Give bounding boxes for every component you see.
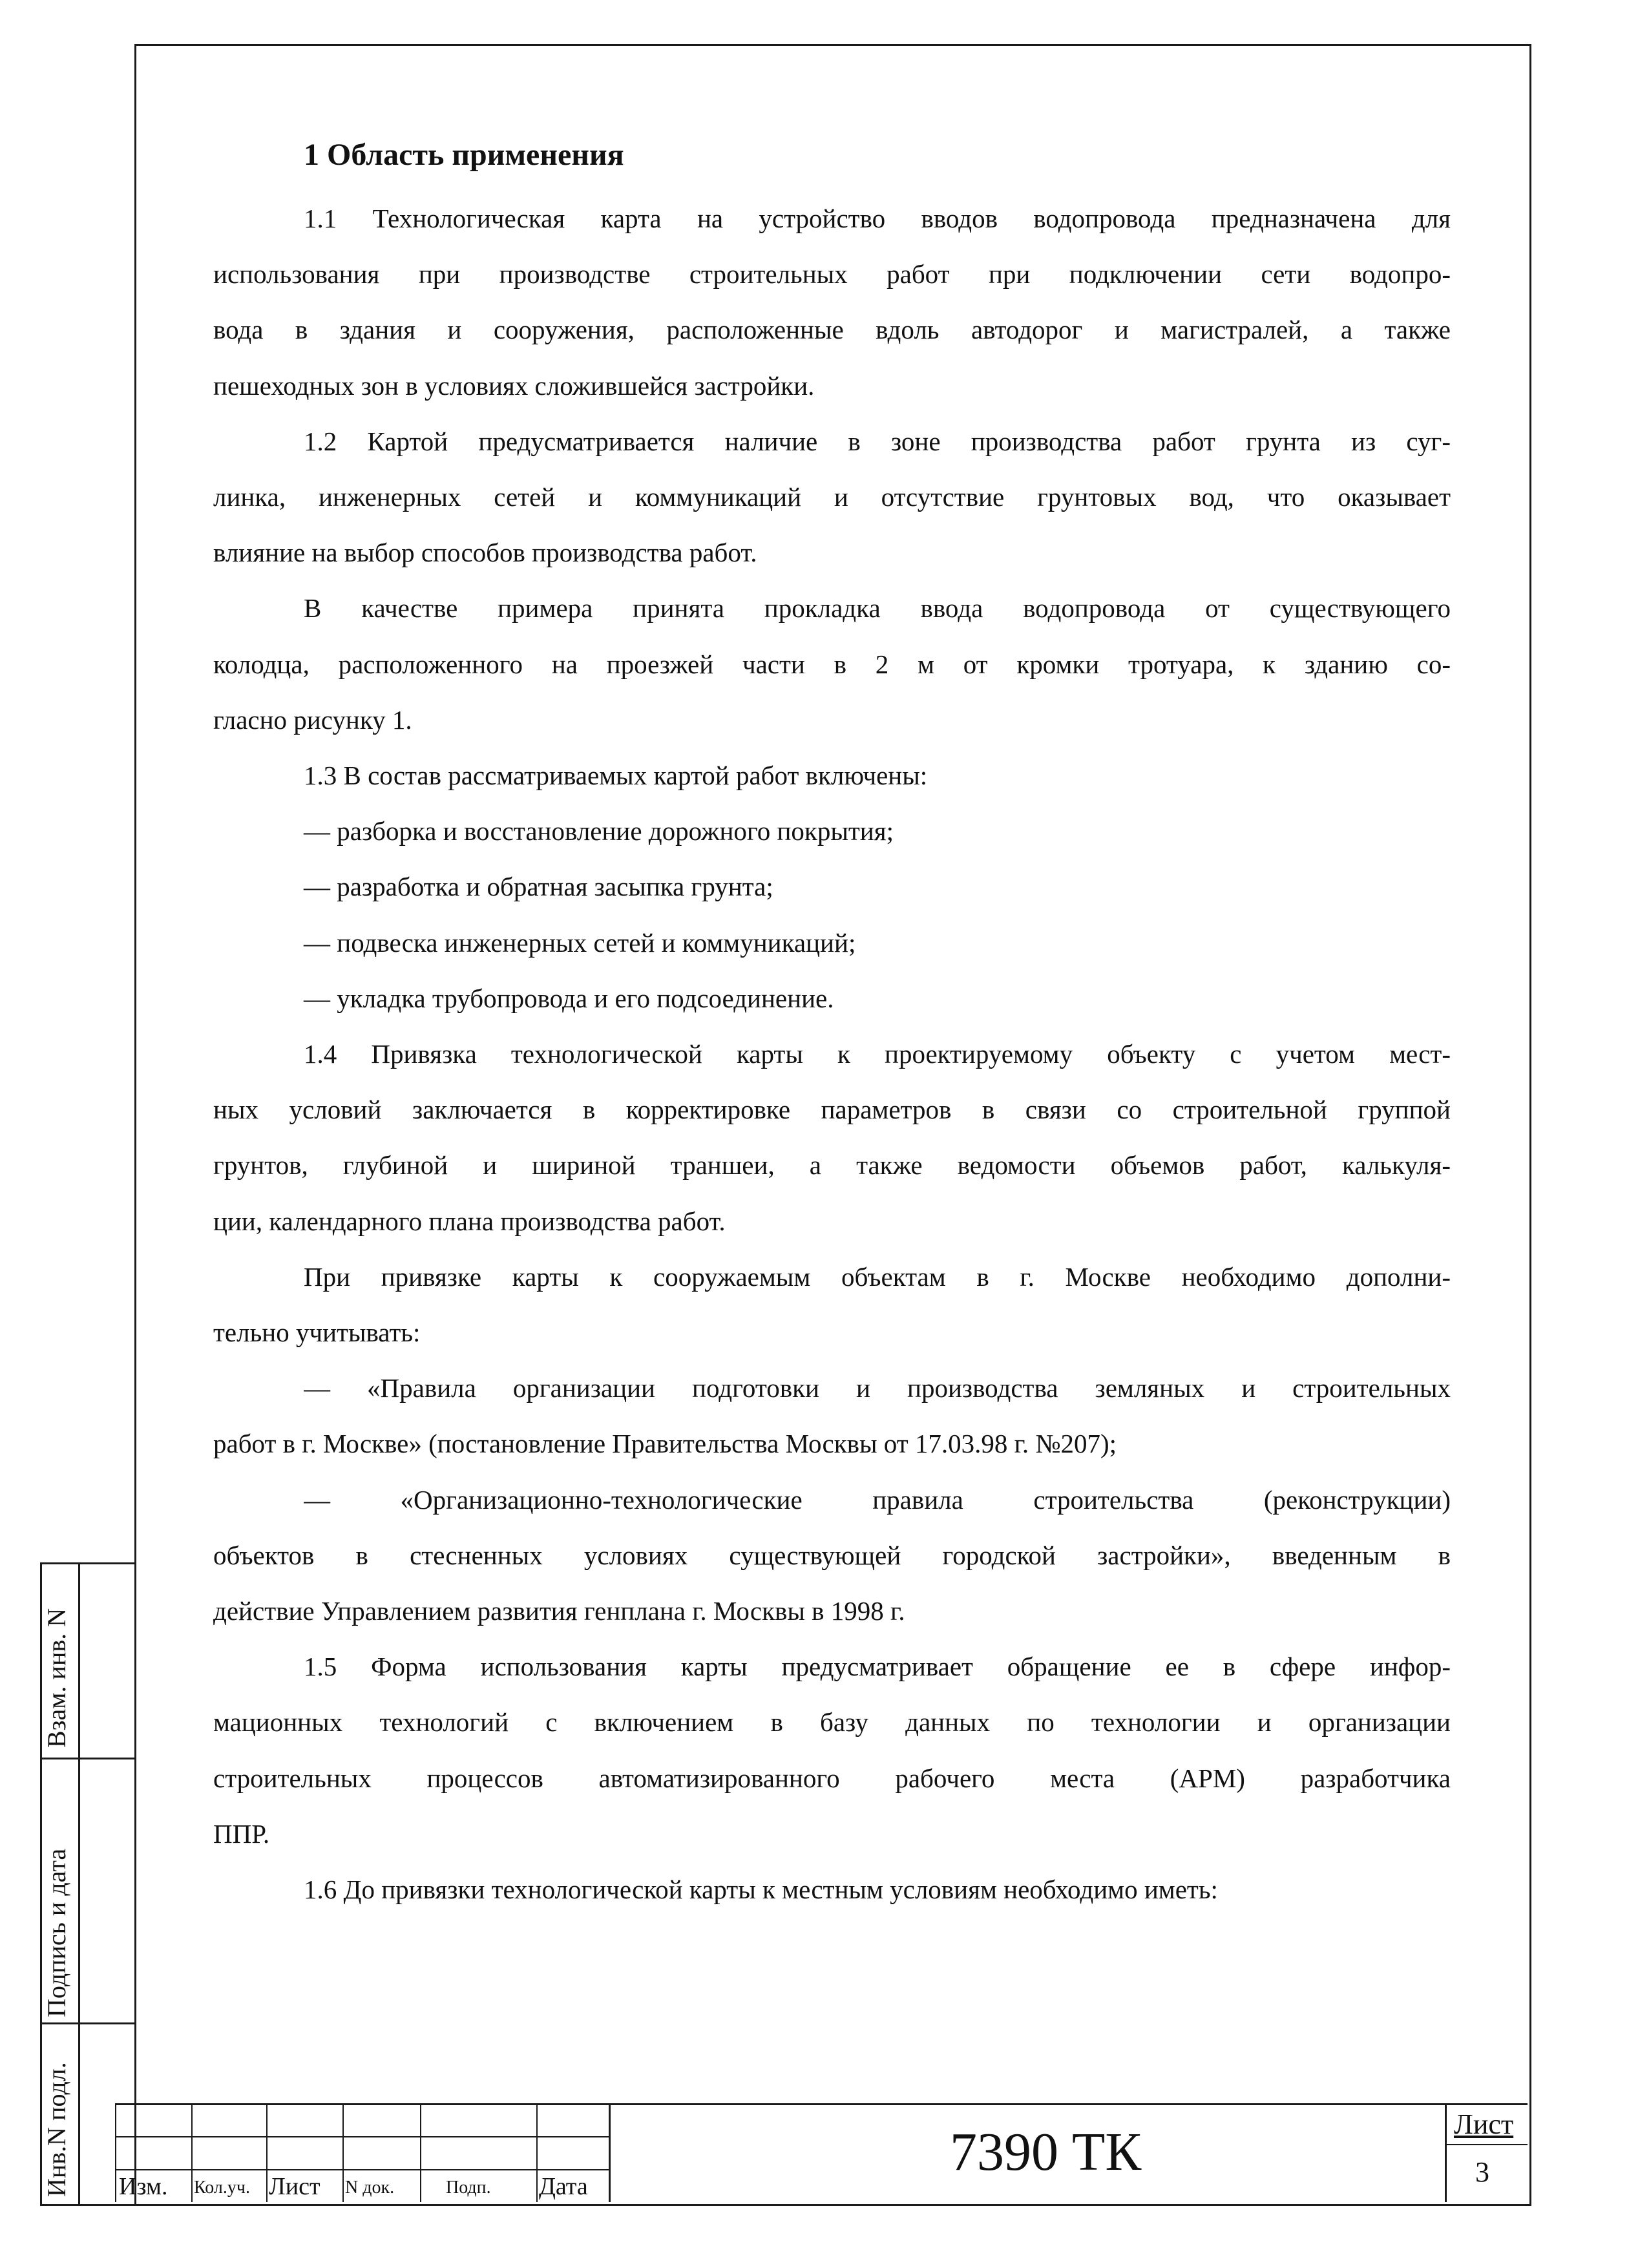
title-block-line: [342, 2103, 344, 2202]
title-block-line: [536, 2103, 538, 2202]
title-block-line: [420, 2103, 421, 2202]
body-line: строительных процессов автоматизированного рабочего места (АРМ) разработчика: [213, 1765, 1451, 1793]
body-line: линка, инженерных сетей и коммуникаций и отсутствие грунтовых вод, что оказывает: [213, 484, 1451, 512]
body-line: — укладка трубопровода и его подсоединение.: [304, 983, 834, 1013]
body-line: — «Правила организации подготовки и производства земляных и строительных: [304, 1375, 1451, 1403]
document-code: 7390 ТК: [950, 2122, 1142, 2182]
body-line: работ в г. Москве» (постановление Правительства Москвы от 17.03.98 г. №207);: [213, 1429, 1117, 1458]
body-line: ции, календарного плана производства работ.: [213, 1206, 726, 1236]
title-block-line: [115, 2103, 1528, 2105]
body-line: В качестве примера принята прокладка ввода водопровода от существующего: [304, 595, 1451, 623]
side-stamp-line: [40, 1758, 134, 1759]
title-block-podp: Подп.: [446, 2178, 491, 2198]
side-stamp-inner-column: [76, 1562, 134, 2206]
body-line: — «Организационно-технологические правила строительства (реконструкции): [304, 1487, 1451, 1515]
side-stamp-inv-podl: Инв.N подл.: [42, 2062, 71, 2197]
sheet-label: Лист: [1454, 2108, 1514, 2140]
title-block-line: [115, 2169, 609, 2170]
body-line: 1.5 Форма использования карты предусматривает обращение ее в сфере инфор-: [304, 1654, 1451, 1681]
title-block-line: [115, 2103, 116, 2202]
body-line: ППР.: [213, 1819, 270, 1849]
body-line: 1.4 Привязка технологической карты к проектируемому объекту с учетом мест-: [304, 1041, 1451, 1069]
body-line: — разработка и обратная засыпка грунта;: [304, 872, 773, 901]
body-line: грунтов, глубиной и шириной траншеи, а также ведомости объемов работ, калькуля-: [213, 1152, 1451, 1180]
title-block-n-dok: N док.: [345, 2178, 395, 2198]
side-stamp-line: [40, 2022, 134, 2024]
body-line: мационных технологий с включением в базу данных по технологии и организации: [213, 1709, 1451, 1737]
body-line: тельно учитывать:: [213, 1318, 421, 1347]
title-block-line: [191, 2103, 193, 2202]
body-line: действие Управлением развития генплана г. Москвы в 1998 г.: [213, 1596, 905, 1626]
body-line: 1.2 Картой предусматривается наличие в зоне производства работ грунта из суг-: [304, 428, 1451, 456]
title-block-line: [115, 2136, 609, 2137]
side-stamp-podpis-data: Подпись и дата: [42, 1848, 71, 2017]
body-line: гласно рисунку 1.: [213, 705, 412, 735]
body-line: вода в здания и сооружения, расположенные вдоль автодорог и магистралей, а также: [213, 317, 1451, 344]
body-line: ных условий заключается в корректировке параметров в связи со строительной группой: [213, 1097, 1451, 1124]
side-stamp-vzam-inv: Взам. инв. N: [42, 1608, 71, 1748]
body-line: 1.6 До привязки технологической карты к местным условиям необходимо иметь:: [304, 1874, 1218, 1904]
body-line: При привязке карты к сооружаемым объектам в г. Москве необходимо дополни-: [304, 1264, 1451, 1292]
body-line: влияние на выбор способов производства работ.: [213, 538, 757, 567]
body-line: использования при производстве строительных работ при подключении сети водопро-: [213, 261, 1451, 289]
title-block-line: [609, 2103, 611, 2202]
body-line: — разборка и восстановление дорожного покрытия;: [304, 816, 894, 846]
title-block-kol-uch: Кол.уч.: [194, 2178, 250, 2198]
title-block-data: Дата: [539, 2173, 588, 2200]
body-line: — подвеска инженерных сетей и коммуникаций;: [304, 928, 856, 958]
title-block-line: [1445, 2103, 1447, 2202]
sheet-number: 3: [1475, 2156, 1489, 2188]
title-block-line: [1445, 2144, 1528, 2145]
title-block-line: [266, 2103, 268, 2202]
title-block-list: Лист: [269, 2173, 320, 2200]
section-heading: 1 Область применения: [304, 138, 624, 172]
title-block-izm: Изм.: [119, 2173, 168, 2200]
side-stamp-line: [40, 1562, 134, 1564]
body-line: пешеходных зон в условиях сложившейся застройки.: [213, 371, 815, 401]
body-line: колодца, расположенного на проезжей части в 2 м от кромки тротуара, к зданию со-: [213, 651, 1451, 679]
body-line: 1.3 В состав рассматриваемых картой работ включены:: [304, 761, 928, 790]
body-line: объектов в стесненных условиях существующей городской застройки», введенным в: [213, 1542, 1451, 1570]
body-line: 1.1 Технологическая карта на устройство вводов водопровода предназначена для: [304, 205, 1451, 233]
